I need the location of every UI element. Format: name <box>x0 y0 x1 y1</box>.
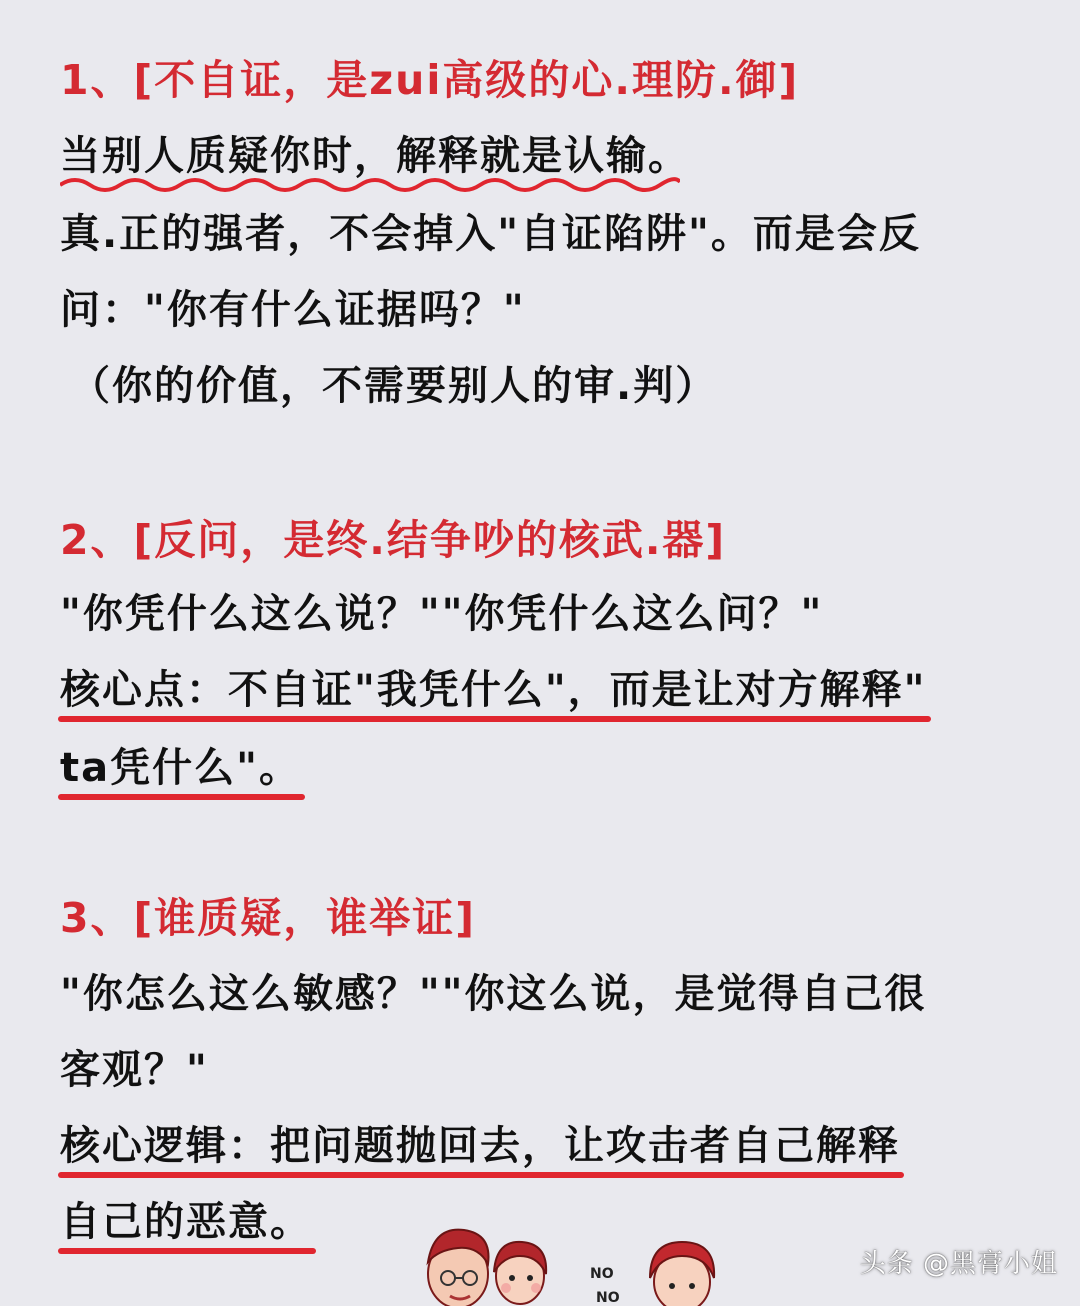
section-1-line-2: 真.正的强者，不会掉入"自证陷阱"。而是会反 <box>60 211 921 257</box>
girl-cartoon-icon <box>650 1242 714 1306</box>
underlined-text: ta凭什么"。 <box>60 740 301 796</box>
underlined-text: 自己的恶意。 <box>60 1194 312 1250</box>
man-cartoon-icon <box>428 1230 489 1306</box>
section-2-line-1: "你凭什么这么说？""你凭什么这么问？" <box>60 591 824 637</box>
section-3-line-3 <box>60 1118 900 1174</box>
section-3-line-2: 客观？" <box>60 1047 209 1093</box>
underlined-text: 核心逻辑：把问题抛回去，让攻击者自己解释 <box>60 1118 900 1174</box>
section-2-line-3 <box>60 740 301 796</box>
woman-cartoon-icon <box>494 1242 546 1304</box>
underlined-text: 核心点：不自证"我凭什么"，而是让对方解释" <box>60 662 927 718</box>
section-1-line-4: （你的价值，不需要别人的审.判） <box>70 363 718 409</box>
cartoon-couple-sticker <box>420 1212 740 1306</box>
no-scribble-icon <box>590 1266 620 1306</box>
svg-text:NO: NO <box>590 1266 614 1282</box>
section-3-line-1: "你怎么这么敏感？""你这么说，是觉得自己很 <box>60 971 927 1017</box>
section-2-heading: 2、[反问，是终.结争吵的核武.器] <box>60 516 727 564</box>
section-2-line-2 <box>60 662 927 718</box>
section-3-heading: 3、[谁质疑，谁举证] <box>60 894 477 942</box>
section-1-line-3: 问："你有什么证据吗？" <box>60 287 526 333</box>
svg-text:NO: NO <box>596 1290 620 1306</box>
section-3-line-4 <box>60 1194 312 1250</box>
section-1-heading: 1、[不自证，是zui高级的心.理防.御] <box>60 56 800 104</box>
section-1-line-1 <box>60 128 690 184</box>
wavy-underlined-text: 当别人质疑你时，解释就是认输。 <box>60 133 690 179</box>
watermark: 头条 @黑膏小姐 <box>859 1249 1058 1279</box>
